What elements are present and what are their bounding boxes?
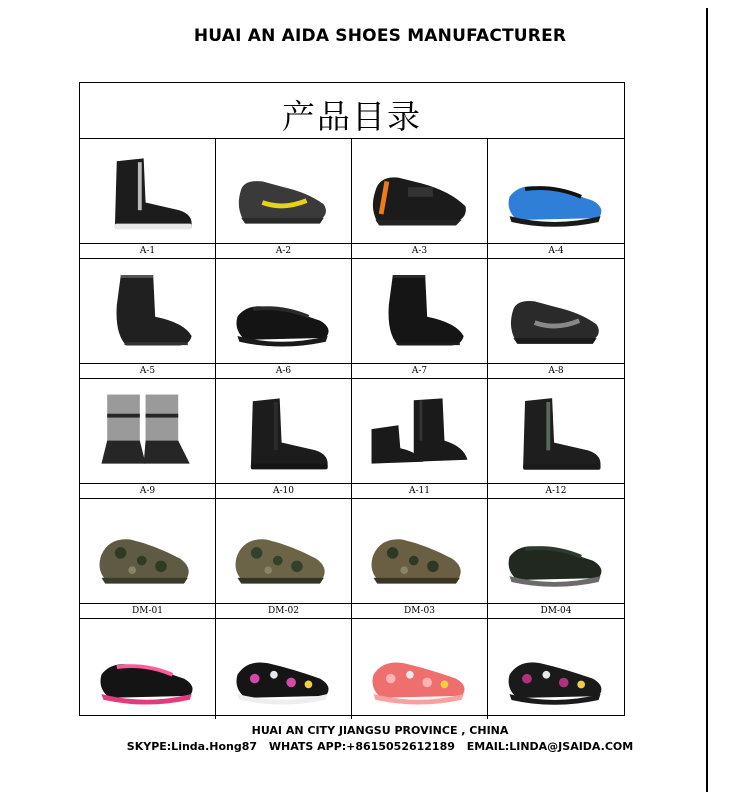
product-image [496, 265, 616, 357]
product-cell [216, 139, 352, 259]
product-image [88, 385, 207, 477]
product-code: A-10 [216, 483, 351, 497]
footer-whatsapp: WHATS APP:+8615052612189 [268, 740, 455, 753]
product-cell [352, 379, 488, 499]
catalog-title: 产品目录 [80, 83, 624, 139]
product-cell [352, 619, 488, 719]
product-cell [80, 259, 216, 379]
shoe-product-image [224, 505, 343, 597]
right-border-line [706, 8, 708, 792]
product-image [224, 505, 343, 597]
shoe-product-image [88, 265, 207, 357]
product-code: A-9 [80, 483, 215, 497]
product-cell [80, 619, 216, 719]
product-cell [488, 619, 624, 719]
shoe-product-image [224, 385, 343, 477]
product-image [88, 505, 207, 597]
company-header: HUAI AN AIDA SHOES MANUFACTURER [193, 26, 567, 46]
shoe-product-image [360, 505, 479, 597]
product-code: DM-04 [488, 603, 624, 617]
product-image [224, 385, 343, 477]
product-cell [488, 259, 624, 379]
shoe-product-image [496, 623, 616, 715]
footer-contacts [0, 740, 750, 753]
product-cell [80, 139, 216, 259]
product-code: A-5 [80, 363, 215, 377]
shoe-product-image [360, 623, 479, 715]
shoe-product-image [496, 505, 616, 597]
product-cell [216, 259, 352, 379]
product-cell [352, 499, 488, 619]
product-catalog-table [79, 82, 625, 716]
product-image [360, 623, 479, 715]
shoe-product-image [88, 145, 207, 237]
product-image [88, 145, 207, 237]
product-code: A-2 [216, 243, 351, 257]
product-code: DM-03 [352, 603, 487, 617]
shoe-product-image [224, 145, 343, 237]
shoe-product-image [360, 265, 479, 357]
shoe-product-image [496, 385, 616, 477]
product-image [88, 623, 207, 715]
shoe-product-image [496, 145, 616, 237]
product-cell [80, 499, 216, 619]
shoe-product-image [88, 623, 207, 715]
product-cell [488, 379, 624, 499]
product-cell [352, 259, 488, 379]
product-cell [216, 379, 352, 499]
product-image [496, 623, 616, 715]
product-code: A-6 [216, 363, 351, 377]
footer-skype: SKYPE:Linda.Hong87 [126, 740, 258, 753]
product-image [360, 385, 479, 477]
shoe-product-image [224, 265, 343, 357]
product-image [224, 265, 343, 357]
product-image [496, 505, 616, 597]
shoe-product-image [360, 385, 479, 477]
shoe-product-image [88, 505, 207, 597]
product-image [496, 385, 616, 477]
shoe-product-image [224, 623, 343, 715]
product-cell [216, 499, 352, 619]
product-cell [352, 139, 488, 259]
product-image [496, 145, 616, 237]
product-cell [216, 619, 352, 719]
product-cell [80, 379, 216, 499]
product-image [88, 265, 207, 357]
product-code: DM-01 [80, 603, 215, 617]
product-image [224, 145, 343, 237]
product-grid [80, 139, 624, 719]
product-image [360, 145, 479, 237]
product-code: A-12 [488, 483, 624, 497]
product-code: A-1 [80, 243, 215, 257]
product-image [224, 623, 343, 715]
product-cell [488, 499, 624, 619]
product-cell [488, 139, 624, 259]
product-code: DM-02 [216, 603, 351, 617]
product-code: A-3 [352, 243, 487, 257]
footer-address: HUAI AN CITY JIANGSU PROVINCE , CHINA [251, 724, 509, 737]
product-code: A-8 [488, 363, 624, 377]
product-code: A-4 [488, 243, 624, 257]
product-code: A-7 [352, 363, 487, 377]
shoe-product-image [496, 265, 616, 357]
product-code: A-11 [352, 483, 487, 497]
product-image [360, 265, 479, 357]
shoe-product-image [88, 385, 207, 477]
footer-email: EMAIL:LINDA@JSAIDA.COM [466, 740, 634, 753]
product-image [360, 505, 479, 597]
shoe-product-image [360, 145, 479, 237]
